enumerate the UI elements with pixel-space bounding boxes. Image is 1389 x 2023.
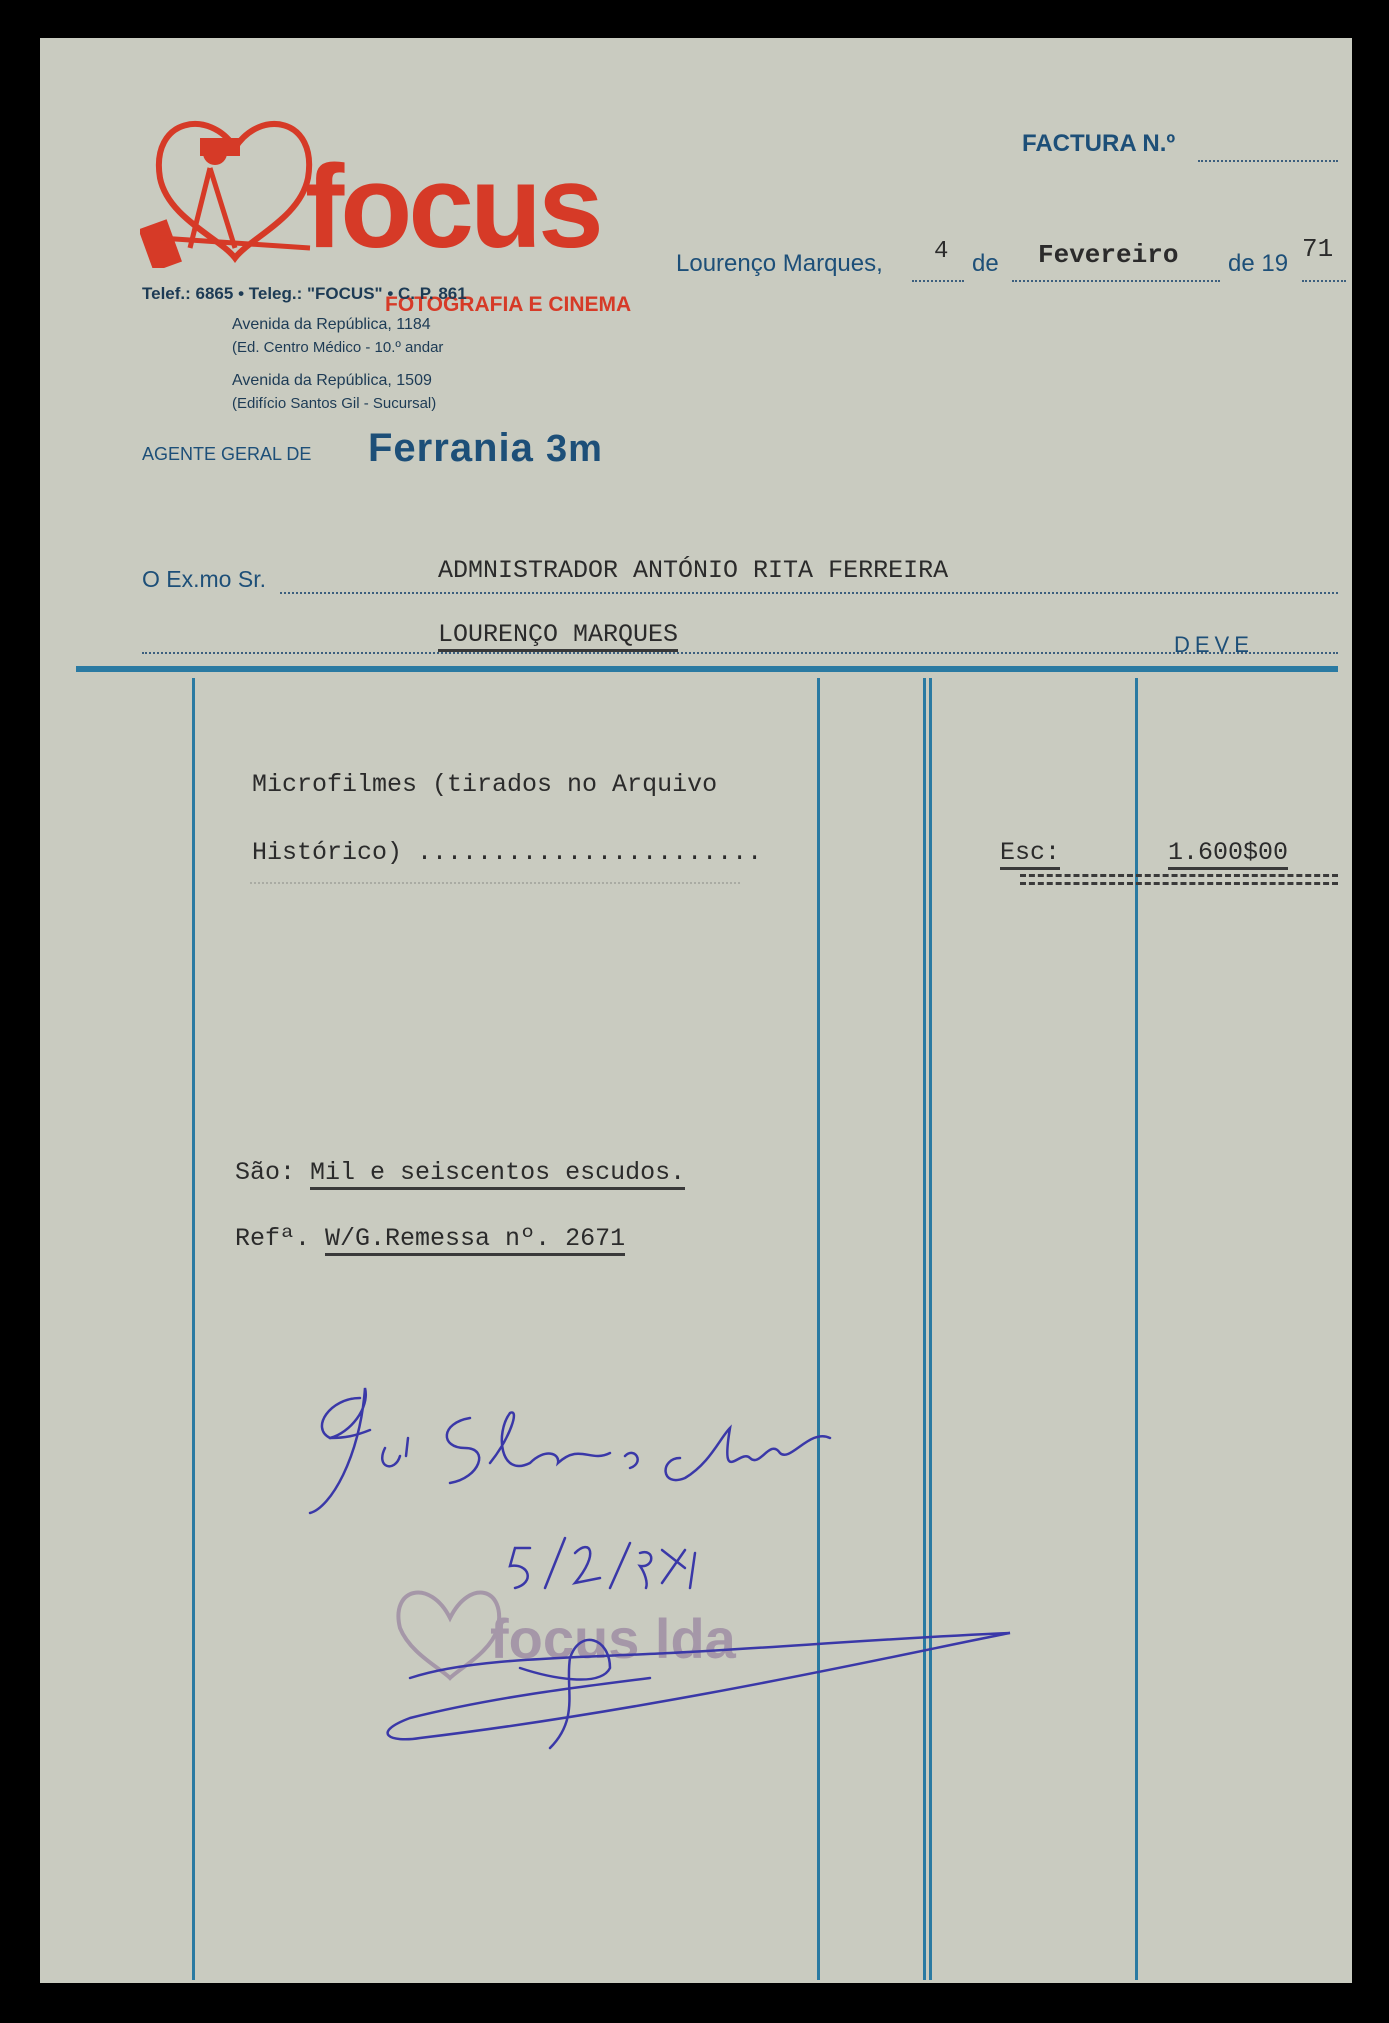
item-line-2: Histórico) ....................... <box>252 838 763 867</box>
ferrania-name: Ferrania <box>368 426 534 470</box>
company-stamp-signature <box>370 1538 1070 1758</box>
factura-number-field <box>1198 132 1338 162</box>
city-label: Lourenço Marques, <box>676 250 883 277</box>
table-left-rule <box>192 678 195 1980</box>
de-label-1: de <box>972 250 999 277</box>
agent-label: AGENTE GERAL DE <box>142 444 312 464</box>
month-value: Fevereiro <box>1038 240 1179 270</box>
deve-label: DEVE <box>1174 632 1254 657</box>
table-top-rule <box>76 666 1338 672</box>
recipient-label: O Ex.mo Sr. <box>142 566 266 592</box>
amount-left-rule-a <box>923 678 926 1980</box>
handwritten-note-line1: Foi Selado e Assinado <box>300 1458 310 1459</box>
recipient-line-2 <box>142 616 1338 654</box>
description-right-rule <box>817 678 820 1980</box>
day-value: 4 <box>934 238 949 265</box>
handwritten-note-line2: 5/2/971 <box>300 1578 304 1579</box>
reference-label: Refª. <box>235 1224 311 1253</box>
de-label-2: de 19 <box>1228 250 1289 277</box>
brand-tagline: FOTOGRAFIA E CINEMA <box>385 293 632 316</box>
reference-text: W/G.Remessa nº. 2671 <box>325 1224 625 1256</box>
address2-line2: (Edifício Santos Gil - Sucursal) <box>232 395 437 412</box>
total-words-text: Mil e seiscentos escudos. <box>310 1158 685 1190</box>
recipient-city: LOURENÇO MARQUES <box>438 620 678 652</box>
invoice-page <box>40 38 1352 1983</box>
currency-label: Esc: <box>1000 838 1060 870</box>
amount-value: 1.600$00 <box>1168 838 1288 870</box>
address1-line2: (Ed. Centro Médico - 10.º andar <box>232 339 444 356</box>
total-words <box>235 1158 685 1187</box>
address1-line1: Avenida da República, 1184 <box>232 316 431 333</box>
year-value: 71 <box>1302 234 1334 264</box>
contact-line: Telef.: 6865 • Teleg.: "FOCUS" • C. P. 861 <box>142 284 467 303</box>
total-words-label: São: <box>235 1158 296 1187</box>
3m-mark: 3m <box>545 428 603 470</box>
brand-wordmark: focus <box>305 141 600 273</box>
address2-line1: Avenida da República, 1509 <box>232 372 432 389</box>
stamp-text: focus lda <box>490 1607 736 1670</box>
amount-left-rule-b <box>929 678 932 1980</box>
recipient-name: ADMNISTRADOR ANTÓNIO RITA FERREIRA <box>438 556 949 585</box>
photographer-heart-icon <box>140 108 330 268</box>
ferrania-brand <box>368 426 603 471</box>
date-line <box>676 234 1356 290</box>
year-field <box>1302 250 1346 282</box>
item-dotted-guide <box>250 882 740 884</box>
factura-title <box>1022 130 1175 158</box>
item-line-1: Microfilmes (tirados no Arquivo <box>252 770 718 799</box>
amount-double-rule <box>1020 874 1338 885</box>
reference <box>235 1224 625 1253</box>
factura-label: FACTURA N.º <box>1022 130 1176 157</box>
